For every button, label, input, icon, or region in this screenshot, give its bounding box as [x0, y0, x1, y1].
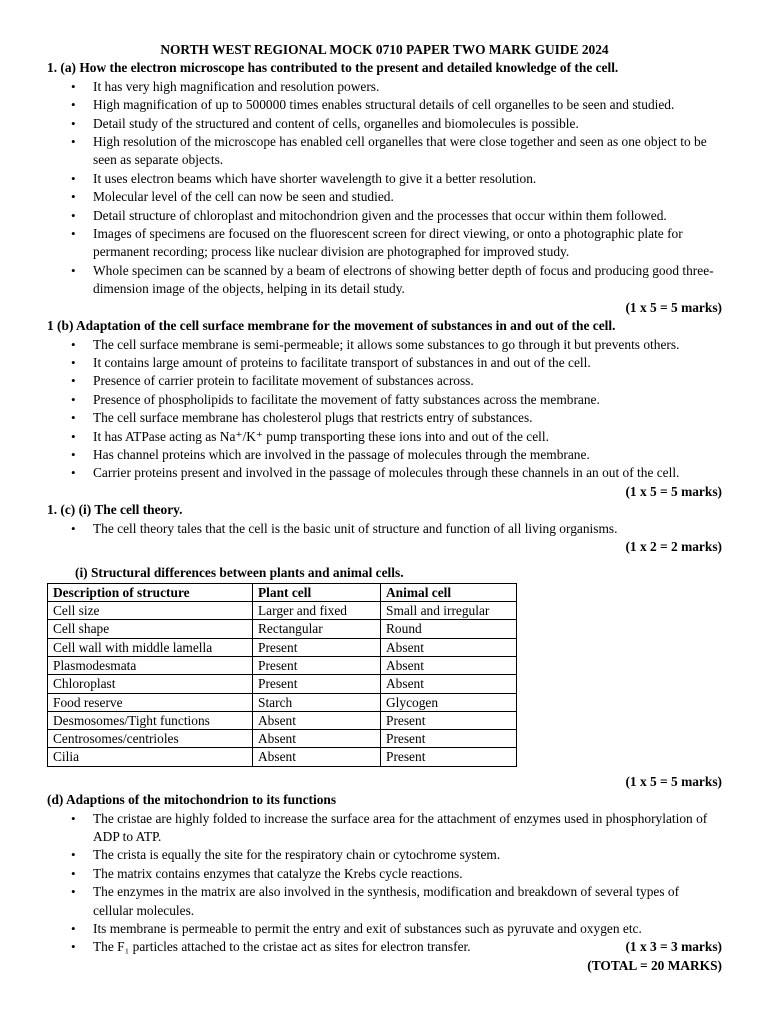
list-item: • The cell surface membrane is semi-permeable; it allows some substances to go through it but prevents others. — [47, 336, 722, 354]
table-row — [48, 675, 517, 693]
table-cell: Starch — [253, 693, 381, 711]
table-cell: Present — [381, 748, 517, 766]
q1b-list — [47, 336, 722, 483]
table-row — [48, 638, 517, 656]
list-item: • The cell surface membrane has cholesterol plugs that restricts entry of substances. — [47, 409, 722, 427]
list-item: • High resolution of the microscope has enabled cell organelles that were close together and seen as one object to be seen as separate objects. — [47, 133, 722, 170]
q1d-marks: (1 x 3 = 3 marks) — [625, 939, 722, 955]
table-cell: Present — [253, 656, 381, 674]
table-cell: Present — [253, 638, 381, 656]
q1a-heading: 1. (a) How the electron microscope has contributed to the present and detailed knowledge of the cell. — [47, 60, 619, 76]
list-item: • Whole specimen can be scanned by a beam of electrons of showing better depth of focus and producing good three-dimension image of the objects, helping in its detail study. — [47, 262, 722, 299]
list-item: • Images of specimens are focused on the fluorescent screen for direct viewing, or onto a photographic plate for permanent recording; process like nuclear division are photographed for improved study. — [47, 225, 722, 262]
q1c-heading: 1. (c) (i) The cell theory. — [47, 502, 183, 518]
list-item: • It contains large amount of proteins to facilitate transport of substances in and out of the cell. — [47, 354, 722, 372]
list-item: • Has channel proteins which are involved in the passage of molecules through the membrane. — [47, 446, 722, 464]
table-cell: Absent — [381, 675, 517, 693]
list-item: • It has ATPase acting as Na⁺/K⁺ pump transporting these ions into and out of the cell. — [47, 428, 722, 446]
table-cell: Absent — [381, 656, 517, 674]
q1c-list — [47, 520, 722, 538]
table-cell: Round — [381, 620, 517, 638]
list-item: • The matrix contains enzymes that catalyze the Krebs cycle reactions. — [47, 865, 722, 883]
list-item: • Presence of phospholipids to facilitate the movement of fatty substances across the membrane. — [47, 391, 722, 409]
table-cell: Absent — [381, 638, 517, 656]
list-item: • Detail structure of chloroplast and mitochondrion given and the processes that occur within them followed. — [47, 207, 722, 225]
table-cell: Cell size — [48, 602, 253, 620]
table-row — [48, 602, 517, 620]
table-cell: Present — [253, 675, 381, 693]
list-item: • Its membrane is permeable to permit the entry and exit of substances such as pyruvate and oxygen etc. — [47, 920, 722, 938]
table-cell: Centrosomes/centrioles — [48, 730, 253, 748]
table-row — [48, 730, 517, 748]
list-item: • High magnification of up to 500000 times enables structural details of cell organelles to be seen and studied. — [47, 96, 722, 114]
table-cell: Rectangular — [253, 620, 381, 638]
table-row — [48, 693, 517, 711]
list-item: • The crista is equally the site for the respiratory chain or cytochrome system. — [47, 846, 722, 864]
q1c-marks: (1 x 2 = 2 marks) — [625, 538, 722, 554]
table-header: Plant cell — [253, 583, 381, 601]
last-item-text: • The F₁ particles attached to the cristae act as sites for electron transfer. — [93, 939, 471, 955]
page-title: NORTH WEST REGIONAL MOCK 0710 PAPER TWO MARK GUIDE 2024 — [160, 42, 609, 57]
table-row — [48, 656, 517, 674]
table-cell: Absent — [253, 711, 381, 729]
q1a-list — [47, 78, 722, 299]
table-cell: Cell wall with middle lamella — [48, 638, 253, 656]
q1a-marks: (1 x 5 = 5 marks) — [625, 299, 722, 315]
q1d-list — [47, 810, 722, 957]
table-header: Description of structure — [48, 583, 253, 601]
list-item — [47, 938, 722, 956]
list-item: • It has very high magnification and resolution powers. — [47, 78, 722, 96]
table-cell: Absent — [253, 730, 381, 748]
table-header: Animal cell — [381, 583, 517, 601]
table-cell: Absent — [253, 748, 381, 766]
q1d-heading: (d) Adaptions of the mitochondrion to its functions — [47, 792, 337, 808]
last-item-row — [93, 938, 722, 956]
q1b-heading: 1 (b) Adaptation of the cell surface membrane for the movement of substances in and out of the cell. — [47, 318, 616, 334]
table-row — [48, 620, 517, 638]
list-item: • Carrier proteins present and involved in the passage of molecules through these channels in an out of the cell. — [47, 464, 722, 482]
list-item: • The enzymes in the matrix are also involved in the synthesis, modification and breakdown of several types of cellular molecules. — [47, 883, 722, 920]
table-header-row — [48, 583, 517, 601]
cell-differences-table — [47, 583, 517, 767]
table-cell: Chloroplast — [48, 675, 253, 693]
table-cell: Food reserve — [48, 693, 253, 711]
table-cell: Cilia — [48, 748, 253, 766]
table-cell: Desmosomes/Tight functions — [48, 711, 253, 729]
table-cell: Cell shape — [48, 620, 253, 638]
total-marks: (TOTAL = 20 MARKS) — [587, 957, 722, 973]
list-item: • It uses electron beams which have shorter wavelength to give it a better resolution. — [47, 170, 722, 188]
table-cell: Small and irregular — [381, 602, 517, 620]
table-cell: Present — [381, 711, 517, 729]
table-cell: Plasmodesmata — [48, 656, 253, 674]
table-heading: (i) Structural differences between plants and animal cells. — [75, 565, 404, 581]
table-cell: Glycogen — [381, 693, 517, 711]
list-item: • Detail study of the structured and content of cells, organelles and biomolecules is possible. — [47, 115, 722, 133]
table-marks: (1 x 5 = 5 marks) — [625, 773, 722, 789]
table-row — [48, 711, 517, 729]
mark-guide-page — [47, 41, 722, 975]
list-item: • The cristae are highly folded to increase the surface area for the attachment of enzymes used in phosphorylation of ADP to ATP. — [47, 810, 722, 847]
table-row — [48, 748, 517, 766]
table-cell: Larger and fixed — [253, 602, 381, 620]
table-cell: Present — [381, 730, 517, 748]
list-item: • Molecular level of the cell can now be seen and studied. — [47, 188, 722, 206]
list-item: • The cell theory tales that the cell is the basic unit of structure and function of all living organisms. — [47, 520, 722, 538]
list-item: • Presence of carrier protein to facilitate movement of substances across. — [47, 372, 722, 390]
q1b-marks: (1 x 5 = 5 marks) — [625, 483, 722, 499]
